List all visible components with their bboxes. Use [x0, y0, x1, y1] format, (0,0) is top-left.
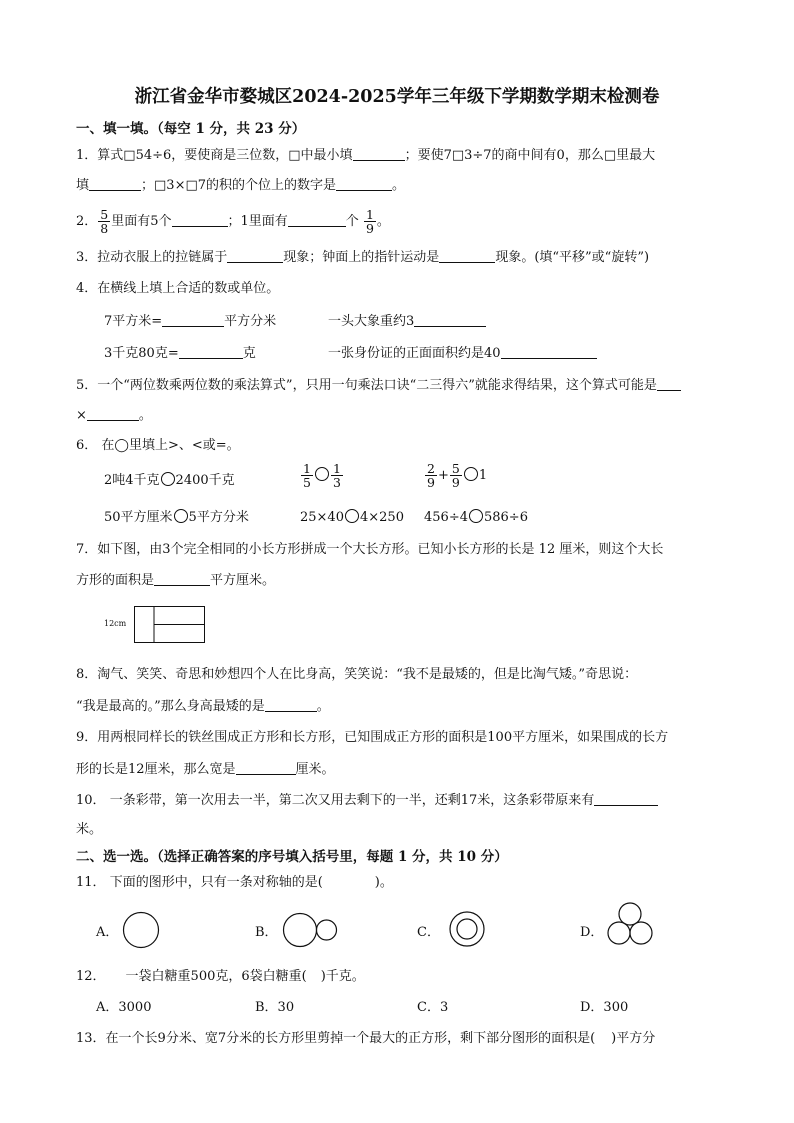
question-11: 11． 下面的图形中，只有一条对称轴的是( )。	[76, 875, 393, 890]
question-text: ；要使7□3÷7的商中间有0，那么□里最大	[404, 148, 656, 163]
question-number: 2．	[76, 214, 98, 229]
question-text: 个	[345, 214, 359, 229]
question-text: 算式□54÷6，要使商是三位数，□中最小填	[97, 148, 353, 163]
question-9-line-2: 形的长是12厘米，那么宽是 厘米。	[76, 762, 335, 777]
fraction: $\frac{5}{8}$	[100, 207, 109, 236]
option-a-single-circle[interactable]	[120, 910, 164, 950]
compare-circle[interactable]	[464, 467, 478, 481]
option-a-label[interactable]: A．	[96, 925, 119, 940]
question-12: 12． 一袋白糖重500克，6袋白糖重( )千克。	[76, 969, 365, 984]
compare-item-5: 25×40 4×250	[300, 510, 404, 525]
answer-blank[interactable]	[227, 248, 283, 263]
option-b[interactable]: B．30	[255, 1000, 295, 1015]
answer-blank[interactable]	[288, 212, 346, 227]
question-text: 里面有5个	[111, 214, 172, 229]
question-2: 2． $\frac{5}{8}$ 里面有5个 ；1里面有 个 $\frac{1}{9}$ 。	[76, 207, 390, 236]
question-8-line-2: “我是最高的。”那么身高最矮的是 。	[76, 699, 330, 714]
question-text: 一个“两位数乘两位数的乘法算式”，只用一句乘法口诀“二三得六”就能求得结果，这个算式可能是	[97, 378, 657, 393]
question-number: 10．	[76, 793, 106, 808]
question-text: 一袋白糖重500克，6袋白糖重(	[125, 969, 307, 984]
option-b-two-adjacent-circles[interactable]	[280, 910, 340, 950]
question-number: 1．	[76, 148, 98, 163]
question-number: 7．	[76, 542, 98, 557]
answer-blank[interactable]	[594, 791, 658, 806]
question-text: 下面的图形中，只有一条对称轴的是(	[109, 875, 323, 890]
question-text: 如下图，由3个完全相同的小长方形拼成一个大长方形。已知小长方形的长是 12 厘米，则这个大长	[97, 542, 664, 557]
option-d-three-circles[interactable]	[604, 900, 656, 948]
question-13: 13．在一个长9分米、宽7分米的长方形里剪掉一个最大的正方形，剩下部分图形的面积是( )平方分	[76, 1031, 656, 1046]
question-text: 现象。(填“平移”或“旋转”)	[495, 250, 650, 265]
fraction: $\frac{1}{9}$	[365, 207, 374, 236]
question-10-line-2: 米。	[76, 822, 103, 837]
figure-length-label: 12cm	[104, 619, 127, 628]
question-text: 现象；钟面上的指针运动是	[283, 250, 440, 265]
question-1-line-1	[76, 146, 655, 165]
rectangle-figure	[104, 606, 214, 646]
answer-blank[interactable]	[336, 176, 392, 191]
question-7-line-1	[76, 541, 663, 559]
question-number: 13．	[76, 1031, 106, 1046]
compare-item-4: 50平方厘米 5平方分米	[104, 510, 249, 525]
compare-item-1: 2吨4千克 2400千克	[104, 473, 235, 488]
question-text: 在◯里填上>、<或=。	[101, 438, 240, 453]
question-text: ；□3×□7的积的个位上的数字是	[141, 178, 337, 193]
answer-blank[interactable]	[236, 760, 296, 775]
compare-item-3: $\frac{2}{9}$ + $\frac{5}{9}$ 1	[427, 461, 488, 490]
question-text: 在一个长9分米、宽7分米的长方形里剪掉一个最大的正方形，剩下部分图形的面积是(	[105, 1031, 596, 1046]
question-6	[76, 437, 240, 455]
compare-circle[interactable]	[161, 472, 175, 486]
question-text: 填	[76, 178, 90, 193]
question-9-line-1	[76, 729, 668, 747]
answer-blank[interactable]	[154, 571, 210, 586]
compare-item-2: $\frac{1}{5}$ $\frac{1}{3}$	[303, 461, 341, 490]
question-text: 淘气、笑笑、奇思和妙想四个人在比身高，笑笑说：“我不是最矮的，但是比淘气矮。”奇思说：	[97, 667, 638, 682]
compare-circle[interactable]	[315, 467, 329, 481]
answer-blank[interactable]	[439, 248, 495, 263]
question-text: 一条彩带，第一次用去一半，第二次又用去剩下的一半，还剩17米，这条彩带原来有	[109, 793, 595, 808]
answer-blank[interactable]	[179, 344, 243, 359]
option-c[interactable]: C．3	[417, 1000, 449, 1015]
question-number: 8．	[76, 667, 98, 682]
question-5-line-1	[76, 376, 681, 395]
question-text: 用两根同样长的铁丝围成正方形和长方形，已知围成正方形的面积是100平方厘米，如果围成的长方	[97, 730, 669, 745]
question-number: 9．	[76, 730, 98, 745]
compare-circle[interactable]	[469, 509, 483, 523]
answer-blank[interactable]	[353, 146, 405, 161]
option-c-label[interactable]: C．	[417, 925, 440, 940]
compare-circle[interactable]	[345, 509, 359, 523]
three-rectangles-diagram	[134, 606, 206, 644]
option-a[interactable]: A．3000	[96, 1000, 152, 1015]
question-7-line-2: 方形的面积是 平方厘米。	[76, 573, 276, 588]
question-number: 11．	[76, 875, 106, 890]
question-5-line-2: × 。	[76, 408, 152, 423]
question-text: 拉动衣服上的拉链属于	[97, 250, 228, 265]
question-number: 5．	[76, 378, 98, 393]
compare-item-6: 456÷4 586÷6	[424, 510, 528, 525]
answer-blank[interactable]	[162, 312, 224, 327]
answer-blank[interactable]	[87, 406, 139, 421]
answer-blank[interactable]	[414, 312, 486, 327]
question-4-item-4: 一张身份证的正面面积约是40	[328, 344, 597, 363]
question-10-line-1	[76, 791, 658, 810]
question-3	[76, 248, 649, 267]
question-text: 。	[392, 178, 406, 193]
question-number: 3．	[76, 250, 98, 265]
page-title: 浙江省金华市婺城区2024-2025学年三年级下学期数学期末检测卷	[134, 87, 660, 107]
question-number: 12．	[76, 969, 106, 984]
question-4-item-3: 3千克80克= 克	[104, 346, 256, 361]
option-d-label[interactable]: D．	[580, 925, 604, 940]
answer-blank[interactable]	[172, 212, 228, 227]
answer-blank[interactable]	[265, 697, 317, 712]
answer-blank[interactable]	[657, 376, 681, 391]
question-1-line-2	[76, 176, 405, 195]
section-1-heading: 一、填一填。（每空 1 分，共 23 分）	[76, 121, 306, 137]
question-text: ；1里面有	[227, 214, 288, 229]
answer-blank[interactable]	[501, 344, 597, 359]
question-number: 4．	[76, 281, 98, 296]
option-c-concentric-circles[interactable]	[446, 910, 490, 950]
question-8-line-1	[76, 666, 637, 684]
question-text: 在横线上填上合适的数或单位。	[97, 281, 280, 296]
section-2-heading: 二、选一选。（选择正确答案的序号填入括号里，每题 1 分，共 10 分）	[76, 849, 508, 865]
question-4-item-1: 7平方米= 平方分米	[104, 314, 277, 329]
question-number: 6．	[76, 438, 98, 453]
option-b-label[interactable]: B．	[255, 925, 278, 940]
compare-circle[interactable]	[174, 509, 188, 523]
option-d[interactable]: D．300	[580, 1000, 629, 1015]
answer-blank[interactable]	[89, 176, 141, 191]
question-4-item-2: 一头大象重约3	[328, 312, 486, 331]
question-4	[76, 280, 279, 298]
